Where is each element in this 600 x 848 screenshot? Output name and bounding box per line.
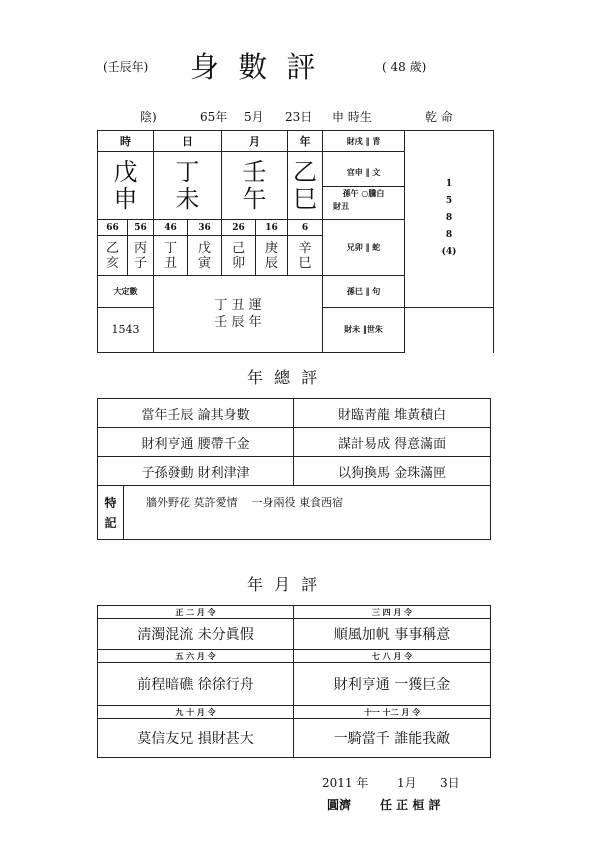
year-summary-cell: 謀計易成 得意滿面 [294,428,491,457]
side-number-2: 8 [445,213,453,224]
pillar-hour-branch: 申 [113,184,138,213]
luck-branch-2: 丑 [163,255,177,271]
special-note-label [98,486,124,540]
pillar-day-branch: 未 [175,184,200,213]
side-row-3: 財丑 [333,201,349,211]
birth-year: 65年 [200,110,228,124]
pillar-label-day: 日 [154,131,222,152]
year-tag: (壬辰年) [103,60,149,74]
side-row-2: 孫午 ○騰白 [342,188,385,198]
pillar-hour [98,152,154,220]
luck-age-3: 36 [188,220,222,236]
fate-number-value: 1543 [98,307,154,352]
footer-day: 3日 [440,776,460,790]
pillar-year-branch: 巳 [293,184,317,213]
pillar-label-hour: 時 [98,131,154,152]
side-row-6: 財未 ‖世朱 [323,307,405,352]
page-title: 身 數 評 [190,50,321,84]
birth-calendar: 陰) [140,110,157,124]
month-header: 十一 十二 月 令 [294,706,491,719]
side-row-0: 財戌 ‖ 青 [323,131,405,152]
luck-branch-1: 子 [133,255,147,271]
birth-gender: 乾 命 [425,110,453,124]
current-luck-line2: 壬 辰 年 [214,315,262,330]
side-rows-group-1 [323,152,405,220]
month-text: 前程暗礁 徐徐行舟 [98,663,294,706]
year-summary-table [97,398,491,540]
year-summary-cell: 子孫發動 財利津津 [98,457,294,486]
current-luck-line1: 丁 丑 運 [214,298,262,313]
luck-age-6: 6 [288,220,323,236]
luck-pillar-2 [154,236,188,276]
side-number-3: 8 [445,230,453,241]
month-text: 莫信友兄 損財甚大 [98,719,294,758]
luck-branch-0: 亥 [105,255,119,271]
luck-pillar-6 [288,236,323,276]
footer-month: 1月 [397,776,417,790]
year-summary-cell: 財利亨通 腰帶千金 [98,428,294,457]
special-note-text: 牆外野花 莫許愛情 一身兩役 東食西宿 [124,486,491,540]
side-number-column [405,131,494,308]
pillar-month-branch: 午 [242,184,267,213]
luck-stem-3: 戊 [197,240,211,256]
year-summary-title: 年 總 評 [247,368,321,387]
luck-stem-4: 己 [231,240,245,256]
month-text: 財利亨通 一獲巨金 [294,663,491,706]
luck-pillar-4 [222,236,256,276]
footer-author: 任 正 桓 評 [380,798,441,812]
footer-year: 2011 年 [322,776,369,790]
birth-day: 23日 [285,110,313,124]
saju-chart-table [97,130,494,353]
pillar-day-stem: 丁 [175,157,200,186]
luck-branch-5: 辰 [264,255,278,271]
luck-age-2: 46 [154,220,188,236]
year-summary-cell: 財臨靑龍 堆黃積白 [294,399,491,428]
year-summary-cell: 當年壬辰 論其身數 [98,399,294,428]
pillar-month [222,152,288,220]
side-number-1: 5 [445,196,453,207]
luck-branch-3: 寅 [197,255,211,271]
footer-org: 圓濟 [327,798,352,812]
side-number-4: (4) [441,247,457,258]
side-row-5: 孫巳 ‖ 句 [323,276,405,308]
luck-age-5: 16 [256,220,288,236]
age-label: ( 48 歲) [382,60,427,74]
pillar-month-stem: 壬 [242,157,267,186]
birth-month: 5月 [244,110,264,124]
luck-stem-5: 庚 [264,240,278,256]
month-text: 順風加帆 事事稱意 [294,619,491,650]
month-header: 正 二 月 令 [98,606,294,619]
luck-age-0: 66 [98,220,128,236]
luck-pillar-5 [256,236,288,276]
month-header: 五 六 月 令 [98,650,294,663]
luck-age-4: 26 [222,220,256,236]
luck-age-1: 56 [128,220,154,236]
month-header: 九 十 月 令 [98,706,294,719]
year-summary-cell: 以狗換馬 金珠滿匣 [294,457,491,486]
luck-branch-4: 卯 [231,255,245,271]
special-note-label-1: 記 [104,515,117,530]
month-text: 一騎當千 誰能我敵 [294,719,491,758]
month-text: 淸濁混流 未分眞假 [98,619,294,650]
luck-pillar-0 [98,236,128,276]
pillar-label-year: 年 [288,131,323,152]
luck-pillar-3 [188,236,222,276]
month-summary-table [97,605,491,758]
luck-stem-2: 丁 [163,240,177,256]
luck-pillar-1 [128,236,154,276]
current-luck [154,276,323,353]
birth-hour: 申 時生 [332,110,372,124]
pillar-hour-stem: 戊 [113,157,138,186]
special-note-label-0: 特 [104,495,117,510]
month-header: 三 四 月 令 [294,606,491,619]
side-number-0: 1 [445,179,453,190]
month-summary-title: 年 月 評 [247,575,321,594]
luck-stem-0: 乙 [105,240,119,256]
month-header: 七 八 月 令 [294,650,491,663]
pillar-day [154,152,222,220]
side-row-1: 官申 ‖ 文 [323,158,404,187]
fate-number-label: 大定數 [98,276,154,308]
side-row-4: 兄卯 ‖ 蛇 [323,220,405,276]
pillar-year-stem: 乙 [293,157,317,186]
luck-branch-6: 巳 [298,255,312,271]
pillar-year [288,152,323,220]
luck-stem-6: 辛 [298,240,312,256]
pillar-label-month: 月 [222,131,288,152]
luck-stem-1: 丙 [133,240,147,256]
